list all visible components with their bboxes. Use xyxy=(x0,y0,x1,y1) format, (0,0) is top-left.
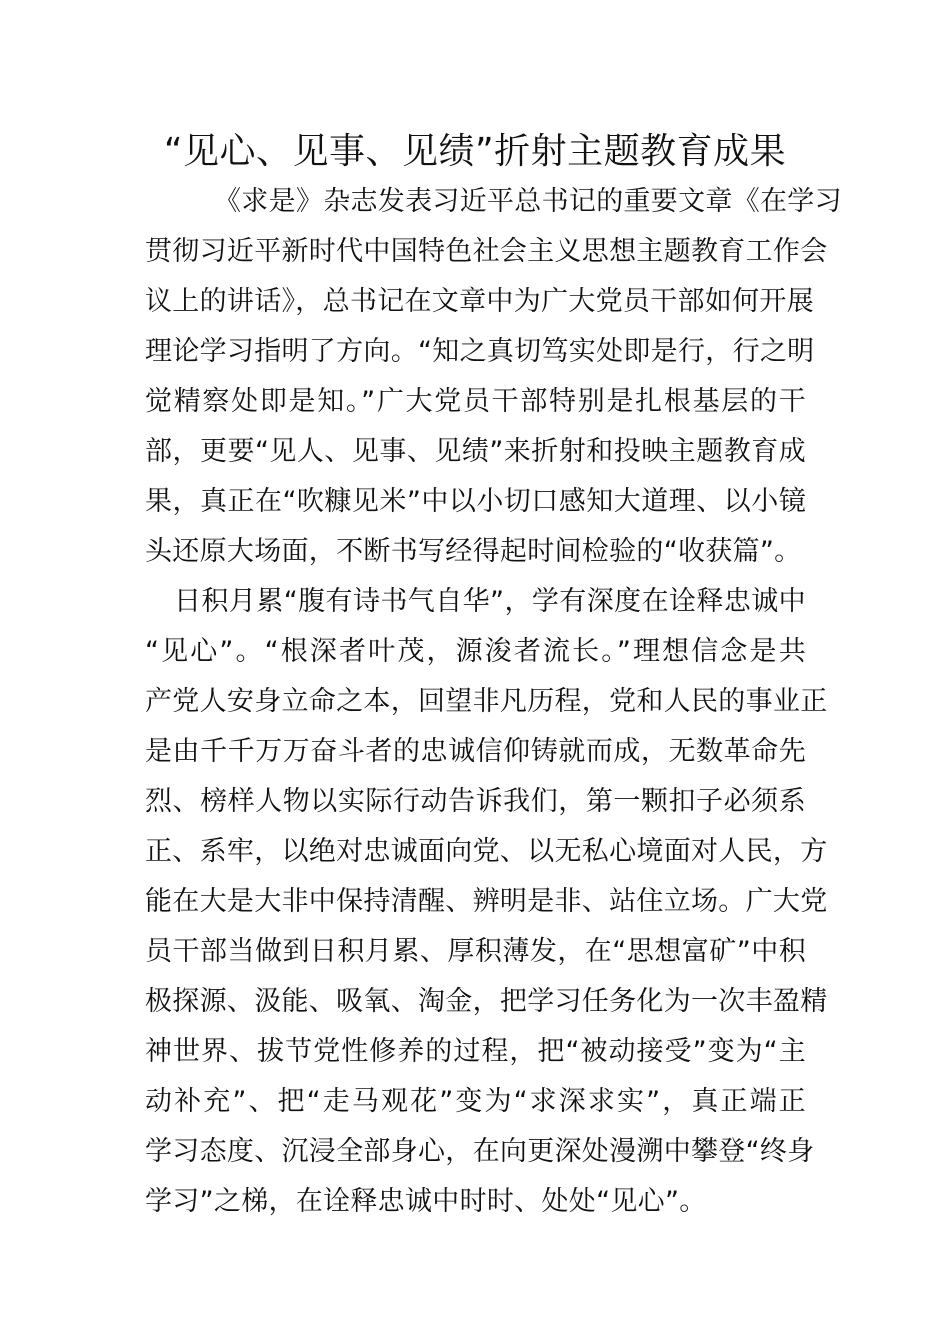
paragraph-line: 议上的讲话》，总书记在文章中为广大党员干部如何开展 xyxy=(145,286,814,317)
paragraph-line: 贯彻习近平新时代中国特色社会主义思想主题教育工作会 xyxy=(145,236,828,267)
paragraph-line: 极探源、汲能、吸氧、淘金，把学习任务化为一次丰盈精 xyxy=(145,986,828,1017)
paragraph-line: 头还原大场面，不断书写经得起时间检验的“收获篇”。 xyxy=(145,536,802,567)
paragraph-line: 员干部当做到日积月累、厚积薄发，在“思想富矿”中积 xyxy=(145,936,806,967)
paragraph-line: 是由千千万万奋斗者的忠诚信仰铸就而成，无数革命先 xyxy=(145,736,806,767)
paragraph-line: 神世界、拔节党性修养的过程，把“被动接受”变为“主 xyxy=(145,1036,806,1067)
paragraph-line: 觉精察处即是知。”广大党员干部特别是扎根基层的干 xyxy=(145,386,806,417)
paragraph-line: 《求是》杂志发表习近平总书记的重要文章《在学习 xyxy=(214,186,842,217)
paragraph-line: “见心”。“根深者叶茂，源浚者流长。”理想信念是共 xyxy=(145,636,806,667)
paragraph-line: 动补充”、把“走马观花”变为“求深求实”，真正端正 xyxy=(145,1086,806,1117)
paragraph-line: 学习态度、沉浸全部身心，在向更深处漫溯中攀登“终身 xyxy=(145,1136,815,1167)
paragraph-line: 正、系牢，以绝对忠诚面向党、以无私心境面对人民，方 xyxy=(145,836,828,867)
paragraph-line: 产党人安身立命之本，回望非凡历程，党和人民的事业正 xyxy=(145,686,828,717)
document-title: “见心、见事、见绩”折射主题教育成果 xyxy=(163,131,787,172)
paragraph-line: 日积月累“腹有诗书气自华”，学有深度在诠释忠诚中 xyxy=(174,586,806,617)
paragraph-line: 能在大是大非中保持清醒、辨明是非、站住立场。广大党 xyxy=(145,886,828,917)
paragraph-line: 果，真正在“吹糠见米”中以小切口感知大道理、以小镜 xyxy=(145,486,806,517)
paragraph-line: 理论学习指明了方向。“知之真切笃实处即是行，行之明 xyxy=(145,336,815,367)
paragraph-line: 烈、榜样人物以实际行动告诉我们，第一颗扣子必须系 xyxy=(145,786,806,817)
paragraph-line: 部，更要“见人、见事、见绩”来折射和投映主题教育成 xyxy=(145,436,806,467)
paragraph-line: 学习”之梯，在诠释忠诚中时时、处处“见心”。 xyxy=(145,1186,707,1217)
